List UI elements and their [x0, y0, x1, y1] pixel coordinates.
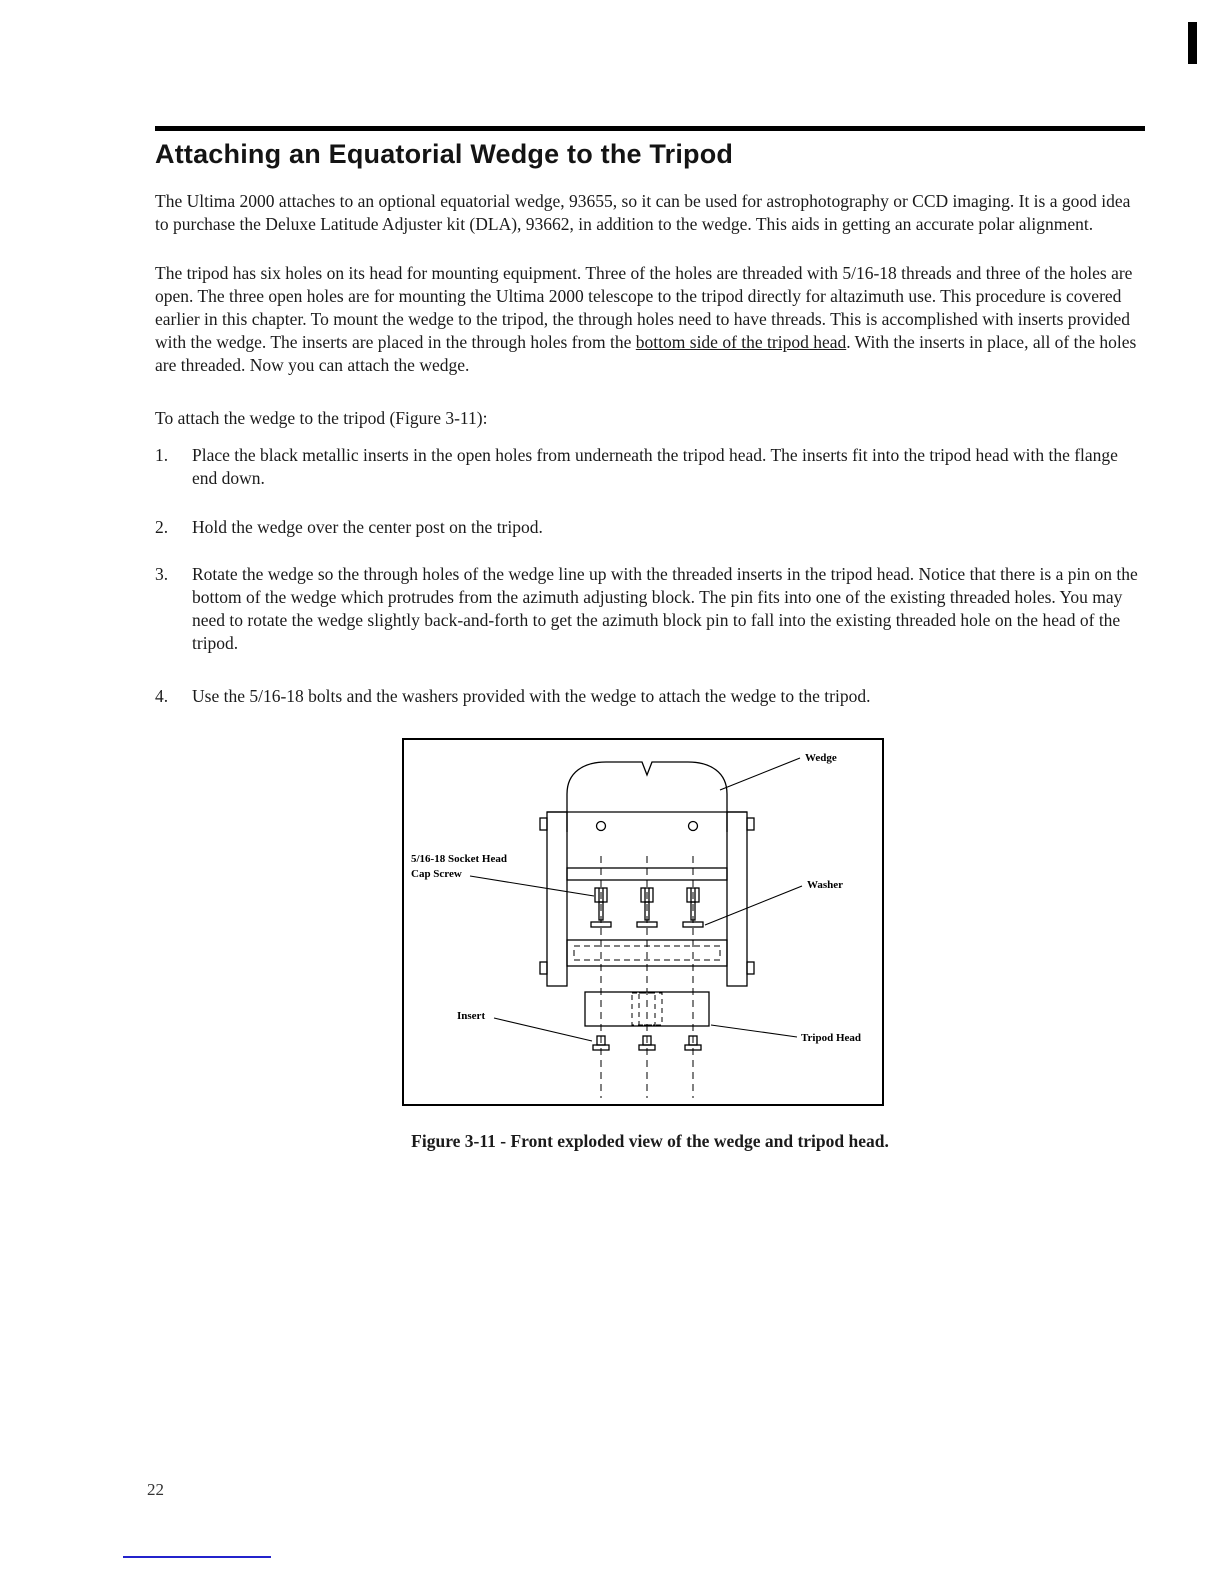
figure-label-tripod-head: Tripod Head [801, 1032, 862, 1044]
list-intro: To attach the wedge to the tripod (Figure 3-11): [155, 408, 488, 428]
tripod-head-hidden-detail [632, 993, 662, 1025]
left-rail [547, 812, 567, 986]
leader-wedge [720, 758, 800, 790]
figure-label-washer: Washer [807, 879, 844, 891]
page-content [155, 126, 1145, 1152]
right-rail [727, 812, 747, 986]
tripod-head-block [585, 992, 709, 1026]
list-item-number: 4. [155, 686, 169, 706]
list-item-text: Place the black metallic inserts in the open holes from underneath the tripod head. The inserts fit into the tripod head with the flange end down. [192, 445, 1118, 488]
right-rail-tab-bottom [747, 962, 754, 974]
wedge-hole-right [689, 822, 698, 831]
right-rail-tab-top [747, 818, 754, 830]
left-rail-tab-top [540, 818, 547, 830]
paragraph-1-text: The Ultima 2000 attaches to an optional equatorial wedge, 93655, so it can be used for astrophotography or CCD imaging. It is a good idea to purchase the Deluxe Latitude Adjuster kit (DLA), 93662, in addition to the wedge. This aids in getting an accurate polar alignment. [155, 191, 1131, 234]
list-item-number: 1. [155, 445, 169, 465]
paragraph-2-before: The tripod has six holes on its head for mounting equipment. Three of the holes are threaded with 5/16-18 threads and three of the holes are open. The three open holes are for mounting the Ultima 2000 telescope to the tripod directly for altazimuth use. This procedure is covered earlier in this chapter. To mount the wedge to the tripod, the through holes need to have threads. This is accomplished with inserts provided with the wedge. The inserts are placed in the through holes from the [155, 263, 1133, 352]
list-item [155, 685, 1145, 708]
left-rail-tab-bottom [540, 962, 547, 974]
list-item-text: Rotate the wedge so the through holes of the wedge line up with the threaded inserts in the tripod head. Notice that there is a pin on the bottom of the wedge which protrudes from the azimuth adjusting block. The pin fits into one of the existing threaded holes. You may need to rotate the wedge slightly back-and-forth to get the azimuth block pin to fall into the existing threaded hole on the head of the tripod. [192, 564, 1138, 653]
list-item-number: 2. [155, 517, 169, 537]
paragraph-tripod-holes [155, 262, 1145, 377]
figure-label-screw-line2: Cap Screw [411, 868, 462, 880]
paragraph-intro [155, 190, 1145, 236]
numbered-list [155, 444, 1145, 708]
heading-rule [155, 126, 1145, 131]
leader-lines [470, 758, 802, 1041]
figure-label-screw-line1: 5/16-18 Socket Head [411, 853, 507, 865]
scan-artifact-mark [1188, 22, 1197, 64]
list-item [155, 563, 1145, 655]
list-item-text: Use the 5/16-18 bolts and the washers provided with the wedge to attach the wedge to the tripod. [192, 686, 871, 706]
wedge-hole-left [597, 822, 606, 831]
paragraph-2-after: . With the inserts in place, all of the holes are threaded. Now you can attach the wedge. [155, 332, 1137, 375]
footer-link-line [123, 1556, 271, 1558]
page-title: Attaching an Equatorial Wedge to the Tripod [155, 139, 734, 169]
list-item-number: 3. [155, 564, 169, 584]
figure-drawing [404, 740, 882, 1104]
figure-label-wedge: Wedge [805, 752, 837, 764]
underlined-phrase: bottom side of the tripod head [635, 332, 847, 352]
leader-tripod-head [711, 1025, 797, 1037]
figure-label-insert: Insert [457, 1010, 486, 1022]
centerlines [601, 856, 693, 1098]
figure-3-11 [402, 738, 884, 1106]
list-item-text: Hold the wedge over the center post on the tripod. [192, 517, 543, 537]
page-number: 22 [147, 1480, 164, 1499]
leader-washer [705, 886, 802, 925]
figure-caption: Figure 3-11 - Front exploded view of the wedge and tripod head. [411, 1131, 889, 1151]
wedge-outline [567, 762, 727, 832]
list-item [155, 444, 1145, 490]
leader-screw [470, 876, 594, 896]
list-item [155, 516, 1145, 539]
leader-insert [494, 1018, 592, 1041]
